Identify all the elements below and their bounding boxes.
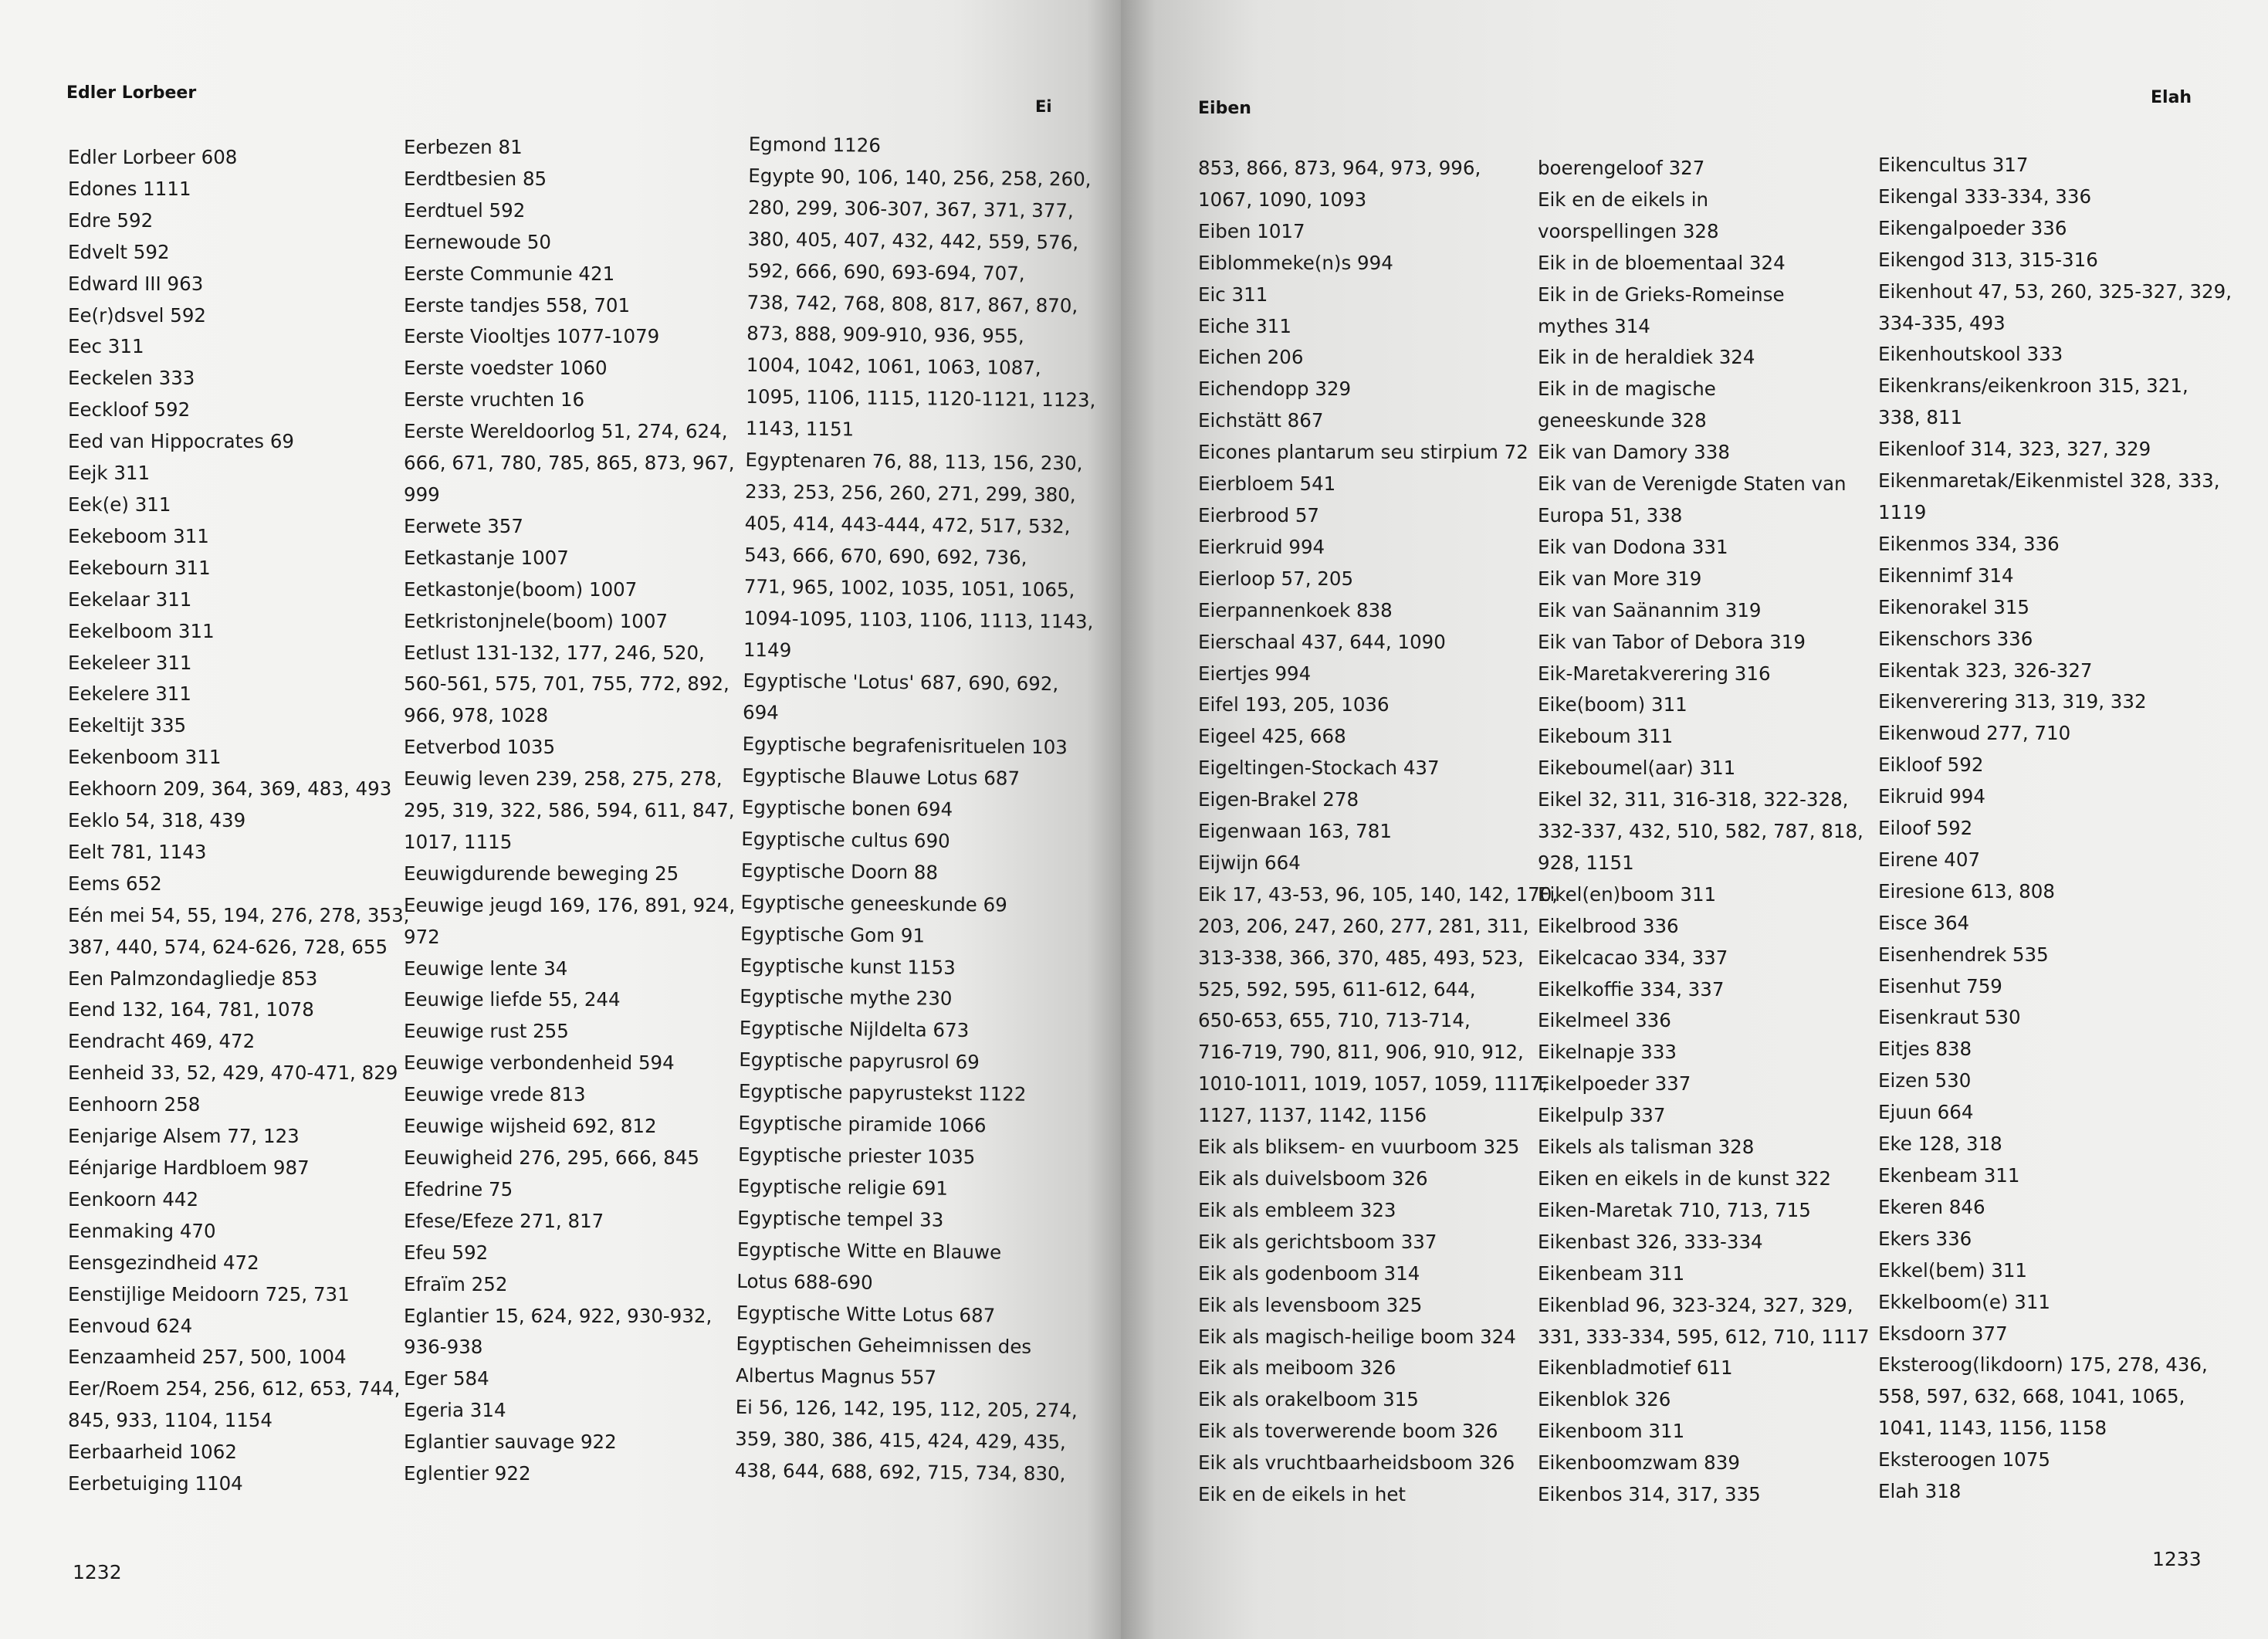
index-entry: Eisenkraut 530	[1878, 1006, 2021, 1029]
index-entry: Efeu 592	[404, 1241, 489, 1264]
index-entry: Eerbaarheid 1062	[68, 1441, 237, 1464]
index-entry: Egyptische geneeskunde 69	[740, 890, 1007, 916]
index-entry: Ekkelboom(e) 311	[1878, 1290, 2051, 1313]
index-entry: Eekhoorn 209, 364, 369, 483, 493	[68, 777, 392, 801]
index-entry: Eik in de magische	[1538, 378, 1716, 401]
index-entry: Eglantier 15, 624, 922, 930-932,	[404, 1304, 713, 1327]
index-entry: Eikelcacao 334, 337	[1538, 946, 1728, 969]
index-entry: 332-337, 432, 510, 582, 787, 818,	[1538, 820, 1863, 843]
index-entry: Eikennimf 314	[1878, 564, 2014, 587]
index-entry: Eendracht 469, 472	[68, 1030, 256, 1053]
index-entry: Eelt 781, 1143	[68, 840, 207, 863]
index-entry: Eerste Viooltjes 1077-1079	[404, 325, 660, 348]
index-entry: Eekeboom 311	[68, 524, 209, 547]
index-entry: Eik als gerichtsboom 337	[1198, 1230, 1437, 1253]
index-entry: Albertus Magnus 557	[735, 1364, 937, 1389]
index-entry: Egyptische Witte en Blauwe	[736, 1238, 1002, 1264]
index-entry: 1127, 1137, 1142, 1156	[1198, 1104, 1427, 1127]
index-entry: 738, 742, 768, 808, 817, 867, 870,	[746, 290, 1078, 317]
index-entry: Eekelboom 311	[68, 619, 215, 642]
index-entry: Eénjarige Hardbloem 987	[68, 1156, 310, 1179]
index-entry: 525, 592, 595, 611-612, 644,	[1198, 977, 1476, 1001]
index-entry: Eierkruid 994	[1198, 535, 1325, 558]
index-entry: Eglantier sauvage 922	[404, 1431, 617, 1454]
index-entry: Eierpannenkoek 838	[1198, 598, 1393, 621]
index-entry: Eiresione 613, 808	[1878, 879, 2055, 902]
index-entry: Eekelere 311	[68, 682, 191, 706]
index-entry: Eik-Maretakverering 316	[1538, 662, 1771, 685]
index-entry: Eisenhendrek 535	[1878, 943, 2049, 966]
index-entry: Eikelkoffie 334, 337	[1538, 977, 1725, 1001]
index-entry: Eik als orakelboom 315	[1198, 1388, 1419, 1411]
index-entry: Eetkastonje(boom) 1007	[404, 577, 638, 601]
index-entry: Lotus 688-690	[736, 1269, 873, 1294]
index-entry: Eikel(en)boom 311	[1538, 882, 1717, 906]
index-entry: Eikenbladmotief 611	[1538, 1356, 1733, 1380]
index-entry: Ejuun 664	[1878, 1101, 1974, 1124]
index-entry: Eerbezen 81	[404, 136, 523, 158]
index-entry: Eer/Roem 254, 256, 612, 653, 744,	[68, 1377, 401, 1400]
index-entry: Eensgezindheid 472	[68, 1251, 259, 1274]
index-column-3	[735, 129, 1098, 1491]
index-entry: geneeskunde 328	[1538, 409, 1707, 432]
index-entry: Ekkel(bem) 311	[1878, 1258, 2028, 1282]
index-entry: Eikenschors 336	[1878, 627, 2033, 650]
index-entry: 845, 933, 1104, 1154	[68, 1409, 272, 1432]
index-entry: Eikenhoutskool 333	[1878, 343, 2063, 366]
index-entry: Egyptische begrafenisrituelen 103	[742, 733, 1068, 759]
index-entry: Egyptische Nijldelta 673	[739, 1017, 970, 1042]
index-entry: Eikenkrans/eikenkroon 315, 321,	[1878, 374, 2188, 398]
index-entry: Eerste voedster 1060	[404, 357, 608, 380]
index-entry: Egyptenaren 76, 88, 113, 156, 230,	[745, 449, 1083, 475]
index-entry: Eikelpulp 337	[1538, 1104, 1666, 1127]
index-entry: Egyptische papyrustekst 1122	[738, 1080, 1027, 1106]
index-entry: Eik als meiboom 326	[1198, 1356, 1396, 1380]
index-entry: Eikel 32, 311, 316-318, 322-328,	[1538, 788, 1849, 811]
index-entry: 334-335, 493	[1878, 311, 2006, 334]
index-entry: Eenzaamheid 257, 500, 1004	[68, 1346, 347, 1369]
index-entry: Eenhoorn 258	[68, 1093, 201, 1116]
index-entry: Eigeel 425, 668	[1198, 725, 1346, 748]
index-entry: Eikelbrood 336	[1538, 914, 1679, 937]
index-entry: Eik als godenboom 314	[1198, 1261, 1420, 1285]
index-entry: Efraïm 252	[404, 1272, 508, 1295]
index-entry: Eikenverering 313, 319, 332	[1878, 690, 2147, 713]
index-entry: Eksteroog(likdoorn) 175, 278, 436,	[1878, 1353, 2208, 1377]
index-entry: 313-338, 366, 370, 485, 493, 523,	[1198, 946, 1524, 969]
index-entry: Eglentier 922	[404, 1462, 531, 1485]
index-entry: Eeuwige rust 255	[404, 1020, 569, 1043]
index-entry: Eik als bliksem- en vuurboom 325	[1198, 1136, 1520, 1159]
index-entry: 928, 1151	[1538, 851, 1634, 874]
index-entry: Eik van More 319	[1538, 567, 1702, 590]
index-entry: Eikeboum 311	[1538, 725, 1674, 748]
index-entry: Eetverbod 1035	[404, 736, 556, 759]
index-entry: Eitjes 838	[1878, 1038, 1972, 1061]
index-entry: Ekenbeam 311	[1878, 1164, 2020, 1187]
index-entry: Eik als levensboom 325	[1198, 1293, 1423, 1316]
index-entry: Egyptische Gom 91	[740, 922, 926, 947]
index-entry: Egyptische religie 691	[737, 1174, 949, 1200]
index-entry: Eiken-Maretak 710, 713, 715	[1538, 1198, 1811, 1221]
index-entry: 438, 644, 688, 692, 715, 734, 830,	[734, 1458, 1066, 1485]
index-entry: Eiertjes 994	[1198, 662, 1312, 685]
index-entry: Eicones plantarum seu stirpium 72	[1198, 441, 1528, 464]
index-entry: Eik in de heraldiek 324	[1538, 346, 1755, 369]
index-column-1	[68, 142, 409, 1500]
index-entry: Efedrine 75	[404, 1177, 513, 1200]
index-entry: Egyptische tempel 33	[737, 1206, 944, 1231]
index-entry: Eikelmeel 336	[1538, 1009, 1671, 1032]
index-entry: Eikengal 333-334, 336	[1878, 185, 2092, 208]
index-entry: Egyptische bonen 694	[741, 795, 953, 821]
index-entry: 966, 978, 1028	[404, 704, 549, 727]
index-entry: Eik van Damory 338	[1538, 441, 1730, 464]
index-entry: Eikloof 592	[1878, 753, 1984, 777]
index-entry: Eikenblok 326	[1538, 1388, 1671, 1411]
index-column-6	[1878, 150, 2232, 1508]
index-entry: Eiblommeke(n)s 994	[1198, 251, 1393, 274]
index-entry: Eerste Communie 421	[404, 262, 615, 285]
index-entry: Elah 318	[1878, 1480, 1962, 1503]
index-entry: Eec 311	[68, 335, 144, 358]
index-entry: Eenheid 33, 52, 429, 470-471, 829	[68, 1062, 398, 1085]
index-entry: Eeuwig leven 239, 258, 275, 278,	[404, 767, 723, 791]
index-entry: Eikenhout 47, 53, 260, 325-327, 329,	[1878, 279, 2232, 303]
index-column-5	[1538, 153, 1870, 1511]
index-entry: Eik als vruchtbaarheidsboom 326	[1198, 1451, 1515, 1475]
index-entry: 1094-1095, 1103, 1106, 1113, 1143,	[743, 606, 1094, 633]
index-entry: Eikencultus 317	[1878, 154, 2029, 176]
index-entry: Eetlust 131-132, 177, 246, 520,	[404, 641, 705, 664]
index-entry: Egmond 1126	[748, 132, 882, 157]
index-entry: Europa 51, 338	[1538, 503, 1683, 527]
index-entry: Eerste Wereldoorlog 51, 274, 624,	[404, 420, 728, 443]
index-entry: Eierloop 57, 205	[1198, 567, 1354, 590]
index-entry: Eiken en eikels in de kunst 322	[1538, 1167, 1831, 1190]
index-entry: Egyptische 'Lotus' 687, 690, 692,	[743, 669, 1059, 696]
index-column-4	[1198, 153, 1558, 1511]
index-entry: Eikels als talisman 328	[1538, 1136, 1755, 1159]
running-head-left: Edler Lorbeer	[66, 83, 197, 103]
index-entry: Egyptische priester 1035	[737, 1143, 976, 1169]
index-entry: Eikelpoeder 337	[1538, 1072, 1691, 1095]
index-entry: Eksteroogen 1075	[1878, 1448, 2050, 1471]
index-entry: Eeuwigdurende beweging 25	[404, 862, 679, 885]
index-entry: Eik als magisch-heilige boom 324	[1198, 1325, 1516, 1348]
index-entry: Eernewoude 50	[404, 230, 551, 253]
index-entry: 1095, 1106, 1115, 1120-1121, 1123,	[746, 385, 1096, 411]
index-entry: 280, 299, 306-307, 367, 371, 377,	[747, 195, 1074, 222]
index-entry: Eichendopp 329	[1198, 378, 1352, 401]
index-entry: 331, 333-334, 595, 612, 710, 1117	[1538, 1325, 1870, 1348]
index-entry: Eik als duivelsboom 326	[1198, 1167, 1428, 1190]
index-entry: 853, 866, 873, 964, 973, 996,	[1198, 157, 1481, 179]
index-entry: Eekebourn 311	[68, 556, 211, 579]
index-entry: Eiben 1017	[1198, 219, 1305, 242]
page-number-right: 1233	[2152, 1548, 2202, 1570]
index-entry: Eend 132, 164, 781, 1078	[68, 998, 314, 1021]
index-entry: Eikenbeam 311	[1538, 1261, 1685, 1285]
index-entry: Eeuwige jeugd 169, 176, 891, 924,	[404, 893, 736, 916]
index-entry: 338, 811	[1878, 406, 1963, 429]
index-entry: 380, 405, 407, 432, 442, 559, 576,	[747, 227, 1079, 254]
index-entry: Eeckelen 333	[68, 367, 195, 390]
index-entry: 936-938	[404, 1336, 483, 1359]
index-entry: Eetkastanje 1007	[404, 546, 569, 569]
index-entry: 1041, 1143, 1156, 1158	[1878, 1417, 2107, 1440]
index-entry: Eikengod 313, 315-316	[1878, 248, 2098, 271]
index-entry: Eerdtuel 592	[404, 198, 526, 222]
index-entry: Edler Lorbeer 608	[68, 146, 238, 168]
index-entry: Eigen-Brakel 278	[1198, 788, 1359, 811]
index-entry: 203, 206, 247, 260, 277, 281, 311,	[1198, 914, 1529, 937]
index-entry: Ekers 336	[1878, 1227, 1972, 1250]
index-entry: Eike(boom) 311	[1538, 693, 1687, 716]
running-head-right-last: Elah	[2151, 88, 2192, 107]
index-entry: Eekeltijt 335	[68, 714, 187, 737]
index-entry: 233, 253, 256, 260, 271, 299, 380,	[744, 479, 1076, 506]
index-entry: Eerste tandjes 558, 701	[404, 293, 631, 317]
index-entry: 543, 666, 670, 690, 692, 736,	[744, 543, 1027, 569]
index-entry: 771, 965, 1002, 1035, 1051, 1065,	[743, 574, 1075, 601]
page-number-left: 1232	[73, 1561, 122, 1583]
index-entry: Eenvoud 624	[68, 1314, 193, 1337]
index-entry: Eikenmos 334, 336	[1878, 532, 2060, 555]
index-entry: Eisenhut 759	[1878, 974, 2002, 997]
index-entry: 650-653, 655, 710, 713-714,	[1198, 1009, 1471, 1032]
index-entry: Eger 584	[404, 1367, 489, 1390]
index-entry: Egyptische Witte Lotus 687	[736, 1301, 996, 1326]
index-entry: 592, 666, 690, 693-694, 707,	[746, 259, 1025, 285]
index-entry: Eierschaal 437, 644, 1090	[1198, 630, 1446, 653]
index-entry: 558, 597, 632, 668, 1041, 1065,	[1878, 1385, 2185, 1408]
index-entry: Eerwete 357	[404, 514, 523, 537]
index-entry: Eek(e) 311	[68, 493, 171, 516]
index-entry: Eerste vruchten 16	[404, 388, 585, 411]
index-entry: 1004, 1042, 1061, 1063, 1087,	[746, 354, 1041, 380]
index-entry: Eik van de Verenigde Staten van	[1538, 472, 1847, 496]
index-entry: Egyptische Blauwe Lotus 687	[742, 764, 1021, 790]
index-entry: Een Palmzondagliedje 853	[68, 967, 318, 990]
index-entry: Ei 56, 126, 142, 195, 112, 205, 274,	[735, 1396, 1078, 1422]
index-entry: Eke 128, 318	[1878, 1133, 2002, 1156]
index-entry: Edvelt 592	[68, 240, 170, 263]
index-entry: 972	[404, 925, 440, 948]
index-entry: Eikeboumel(aar) 311	[1538, 757, 1736, 780]
index-entry: Eenjarige Alsem 77, 123	[68, 1125, 300, 1148]
index-entry: Eerdtbesien 85	[404, 167, 547, 190]
index-entry: 694	[742, 701, 780, 724]
index-entry: 359, 380, 386, 415, 424, 429, 435,	[735, 1427, 1066, 1454]
index-entry: Egyptische papyrusrol 69	[739, 1048, 980, 1074]
right-page	[1121, 0, 2268, 1639]
index-entry: Eeuwige vrede 813	[404, 1083, 586, 1106]
left-page	[0, 0, 1121, 1639]
index-entry: Eic 311	[1198, 283, 1268, 306]
index-entry: 1149	[743, 638, 792, 662]
index-entry: Ekeren 846	[1878, 1195, 1985, 1218]
index-entry: Eekelaar 311	[68, 588, 192, 611]
index-entry: Eik en de eikels in het	[1198, 1483, 1406, 1506]
index-entry: 295, 319, 322, 586, 594, 611, 847,	[404, 799, 735, 822]
index-entry: Eenmaking 470	[68, 1219, 216, 1242]
index-entry: 560-561, 575, 701, 755, 772, 892,	[404, 672, 729, 696]
index-entry: boerengeloof 327	[1538, 157, 1705, 179]
index-entry: Eik van Tabor of Debora 319	[1538, 630, 1806, 653]
index-entry: voorspellingen 328	[1538, 219, 1719, 242]
index-entry: 387, 440, 574, 624-626, 728, 655	[68, 935, 388, 958]
index-entry: Eerbetuiging 1104	[68, 1472, 243, 1495]
index-entry: Eierbrood 57	[1198, 503, 1320, 527]
index-entry: Eikenblad 96, 323-324, 327, 329,	[1538, 1293, 1853, 1316]
index-entry: Eigenwaan 163, 781	[1198, 820, 1392, 843]
index-entry: Eik en de eikels in	[1538, 188, 1709, 211]
index-entry: Eichstätt 867	[1198, 409, 1324, 432]
index-entry: mythes 314	[1538, 314, 1650, 337]
index-entry: Edones 1111	[68, 177, 191, 200]
index-entry: Eiloof 592	[1878, 817, 1973, 840]
index-entry: Eikengalpoeder 336	[1878, 216, 2067, 239]
index-entry: Eikruid 994	[1878, 785, 1985, 808]
index-entry: Eeuwige lente 34	[404, 957, 568, 980]
index-entry: Eichen 206	[1198, 346, 1304, 369]
index-entry: Eeuwige liefde 55, 244	[404, 988, 621, 1011]
index-entry: Eigeltingen-Stockach 437	[1198, 757, 1440, 780]
index-entry: Egyptische cultus 690	[741, 827, 950, 852]
index-entry: Eejk 311	[68, 462, 151, 485]
index-entry: Ee(r)dsvel 592	[68, 303, 206, 327]
index-entry: 999	[404, 483, 440, 506]
index-entry: 1067, 1090, 1093	[1198, 188, 1367, 211]
index-entry: Eikenbos 314, 317, 335	[1538, 1483, 1761, 1506]
index-entry: Eems 652	[68, 872, 162, 895]
index-entry: Eik in de bloementaal 324	[1538, 251, 1786, 274]
index-entry: Eikenboomzwam 839	[1538, 1451, 1740, 1475]
index-entry: Eisce 364	[1878, 911, 1970, 934]
index-entry: Eeuwigheid 276, 295, 666, 845	[404, 1146, 700, 1169]
index-entry: Eenkoorn 442	[68, 1187, 199, 1211]
index-entry: Egyptische piramide 1066	[738, 1112, 987, 1137]
index-entry: Eikenmaretak/Eikenmistel 328, 333,	[1878, 469, 2220, 493]
index-entry: Eik van Saänannim 319	[1538, 598, 1762, 621]
index-entry: Eeckloof 592	[68, 398, 191, 422]
index-entry: Eijwijn 664	[1198, 851, 1301, 874]
index-entry: Eiche 311	[1198, 314, 1291, 337]
index-entry: Eikenboom 311	[1538, 1420, 1685, 1443]
index-entry: 873, 888, 909-910, 936, 955,	[746, 322, 1024, 348]
index-entry: Eksdoorn 377	[1878, 1322, 2008, 1345]
index-entry: Eetkristonjnele(boom) 1007	[404, 609, 669, 632]
index-entry: Eikelnapje 333	[1538, 1041, 1677, 1064]
index-entry: Eikenloof 314, 323, 327, 329	[1878, 438, 2151, 461]
index-entry: Eeuwige verbondenheid 594	[404, 1051, 675, 1075]
index-entry: Eikenbast 326, 333-334	[1538, 1230, 1763, 1253]
index-entry: Edre 592	[68, 208, 154, 232]
index-entry: Egeria 314	[404, 1399, 506, 1422]
index-entry: Edward III 963	[68, 272, 204, 295]
index-entry: Eekenboom 311	[68, 746, 222, 769]
index-entry: Eirene 407	[1878, 848, 1981, 871]
thumb-tab: Ei	[1035, 97, 1052, 116]
index-entry: Eeklo 54, 318, 439	[68, 809, 246, 832]
index-entry: Egyptische Doorn 88	[740, 858, 939, 884]
index-entry: Egyptische kunst 1153	[740, 953, 956, 979]
index-entry: 1010-1011, 1019, 1057, 1059, 1117,	[1198, 1072, 1549, 1095]
index-entry: Eierbloem 541	[1198, 472, 1336, 496]
index-entry: Eifel 193, 205, 1036	[1198, 693, 1390, 716]
index-entry: Egypte 90, 106, 140, 256, 258, 260,	[748, 164, 1092, 191]
index-entry: Eenstijlige Meidoorn 725, 731	[68, 1282, 350, 1305]
index-column-2	[404, 132, 735, 1490]
running-head-right-first: Eiben	[1198, 99, 1251, 118]
index-entry: Eik van Dodona 331	[1538, 535, 1728, 558]
index-entry: 405, 414, 443-444, 472, 517, 532,	[744, 511, 1071, 538]
index-entry: 1017, 1115	[404, 830, 513, 853]
index-entry: Eikenwoud 277, 710	[1878, 722, 2071, 745]
index-entry: Eed van Hippocrates 69	[68, 430, 295, 453]
index-entry: Efese/Efeze 271, 817	[404, 1209, 604, 1232]
index-entry: Eik als toverwerende boom 326	[1198, 1420, 1498, 1443]
index-entry: Eizen 530	[1878, 1069, 1972, 1092]
index-entry: Egyptische mythe 230	[740, 985, 953, 1011]
index-entry: Eik 17, 43-53, 96, 105, 140, 142, 170,	[1198, 882, 1559, 906]
index-entry: Eén mei 54, 55, 194, 276, 278, 353,	[68, 903, 410, 926]
index-entry: 716-719, 790, 811, 906, 910, 912,	[1198, 1041, 1524, 1064]
index-entry: Eekeleer 311	[68, 651, 192, 674]
index-entry: Eikenorakel 315	[1878, 595, 2030, 618]
index-entry: Eeuwige wijsheid 692, 812	[404, 1115, 657, 1138]
index-entry: 1143, 1151	[745, 417, 855, 441]
index-entry: Eik in de Grieks-Romeinse	[1538, 283, 1785, 306]
index-entry: 1119	[1878, 500, 1927, 523]
index-entry: Eikentak 323, 326-327	[1878, 659, 2093, 682]
index-entry: Eik als embleem 323	[1198, 1198, 1396, 1221]
index-entry: 666, 671, 780, 785, 865, 873, 967,	[404, 452, 735, 475]
index-entry: Egyptischen Geheimnissen des	[736, 1333, 1032, 1359]
